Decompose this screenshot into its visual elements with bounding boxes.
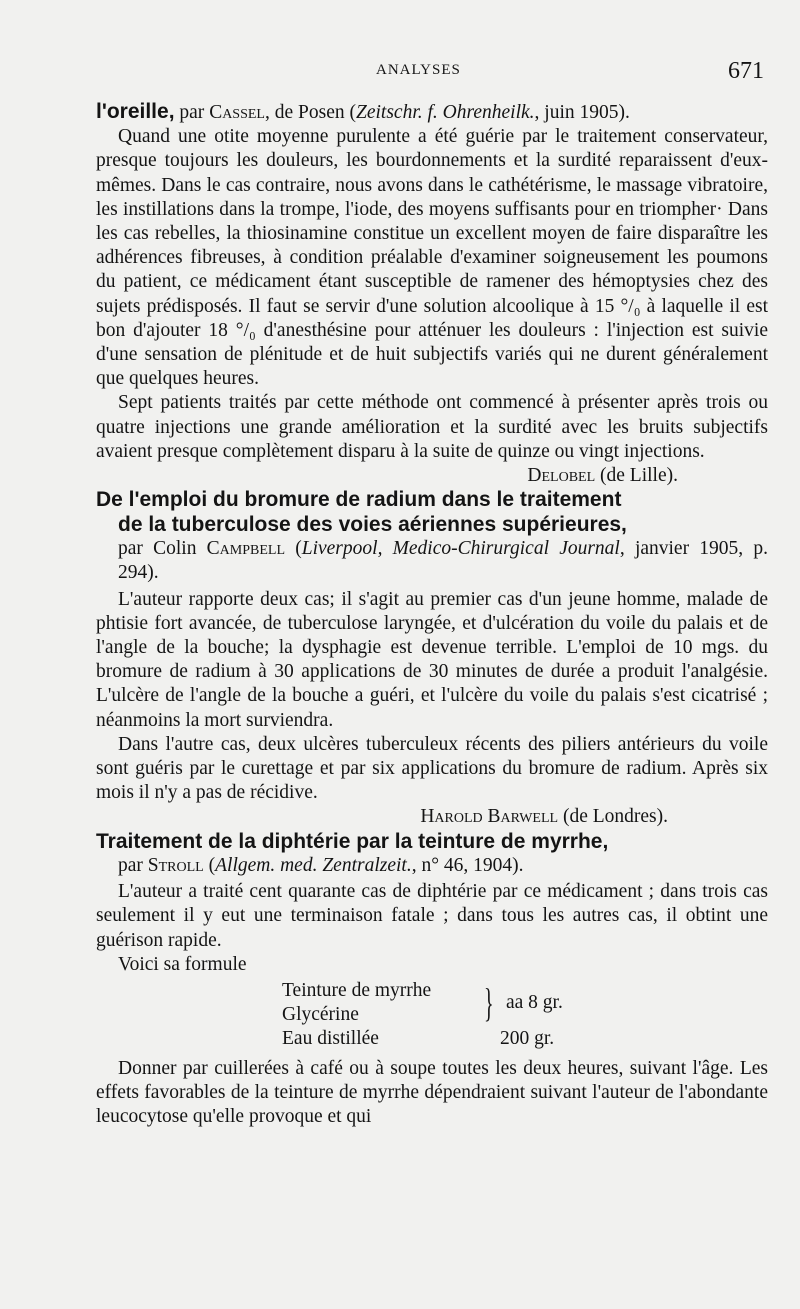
article1-signature (96, 464, 768, 488)
article1-signature-name: Delobel (527, 465, 596, 487)
article2-byline-open: ( (285, 538, 302, 560)
article1-signature-place: (de Lille). (595, 465, 678, 487)
article3-byline-pre: par (118, 854, 148, 876)
article2-paragraph-2: Dans l'autre cas, deux ulcères tuberculeux récents des piliers antérieurs du voile sont guéris par le curettage et par six applications du bromure de radium. Après six mois il n'y a pas de récidive. (96, 733, 768, 804)
article1-author: Cassel (209, 102, 265, 123)
article1-title (96, 100, 768, 125)
article2-byline-post: , janvier 1905, p. 294). (118, 538, 769, 584)
article3-byline-open: ( (203, 854, 216, 876)
formula-ingredient-3: Eau distillée (282, 1027, 379, 1049)
article3-title: Traitement de la diphtérie par la teinture de myrrhe, (96, 829, 609, 853)
article3-byline (96, 854, 768, 878)
formula-block (96, 979, 768, 1057)
formula-ingredient-1: Teinture de myrrhe (282, 979, 432, 1001)
article2-journal: Liverpool, Medico-Chirurgical Journal (301, 538, 620, 560)
article1-paragraph-1: Quand une otite moyenne purulente a été guérie par le traitement conservateur, presque toujours les douleurs, les bourdonnements et la surdité reparaissent d'eux-mêmes. Dans le cas contraire, nous avons dans le cathétérisme, le massage vibratoire, les instillations dans la trompe, l'iode, des moyens suffisants pour en triompher· Dans les cas rebelles, la thiosinamine constitue un excellent moyen de faire disparaître les adhérences fibreuses, à condition préalable d'examiner soigneusement les poumons du patient, ce médicament étant susceptible de ramener des hémoptysies chez des sujets prédisposés. Il faut se servir d'une solution alcoolique à 15 °/₀ à laquelle il est bon d'ajouter 18 °/₀ d'anesthésine pour atténuer les douleurs : l'injection est suivie d'une sensation de plénitude et de huit subjectifs variés qui ne durent généralement que quelques heures. (96, 126, 768, 390)
article2-title-line1: De l'emploi du bromure de radium dans le traitement (96, 488, 622, 512)
article3-paragraph-2: Donner par cuillerées à café ou à soupe toutes les deux heures, suivant l'âge. Les effets favorables de la teinture de myrrhe dépendraient suivant l'auteur de l'abondante leucocytose qu'elle provoque et qui (96, 1057, 768, 1128)
formula-quantity-shared: aa 8 gr. (506, 991, 563, 1013)
article3-formula-intro: Voici sa formule (118, 953, 247, 975)
page-number: 671 (728, 58, 764, 84)
article1-paragraph-2: Sept patients traités par cette méthode ont commencé à présenter après trois ou quatre injections une grande amélioration et la surdité avec les bruits subjectifs avaient presque complètement disparu à la suite de quinze ou vingt injections. (96, 392, 768, 462)
running-head (96, 58, 768, 100)
article3-paragraph-1: L'auteur a traité cent quarante cas de diphtérie par ce médicament ; dans trois cas seulement il y eut une terminaison fatale ; dans tous les autres cas, il obtint une guérison rapide. (96, 881, 768, 951)
article2-title-line2: de la tuberculose des voies aériennes supérieures, (118, 512, 627, 536)
article2-author: Campbell (206, 538, 286, 560)
article2-signature (96, 805, 768, 829)
article3-author: Stroll (147, 854, 204, 876)
formula-brace: } (484, 979, 494, 1025)
article2-byline-pre: par Colin (118, 538, 207, 560)
article2-signature-name: Harold Barwell (420, 806, 559, 828)
article2-title (96, 488, 768, 537)
article2-byline (96, 537, 768, 585)
article1-journal: Zeitschr. f. Ohrenheilk. (355, 102, 535, 123)
article1-title-rest-3: , juin 1905). (534, 102, 630, 123)
running-title: ANALYSES (376, 62, 461, 78)
article3-journal: Allgem. med. Zentralzeit. (215, 854, 412, 876)
formula-ingredient-2: Glycérine (282, 1003, 359, 1025)
article3-byline-post: , n° 46, 1904). (411, 854, 524, 876)
article2-signature-place: (de Londres). (558, 806, 668, 828)
article1-title-bold: l'oreille, (96, 100, 175, 123)
formula-quantity-3: 200 gr. (500, 1027, 555, 1049)
article1-title-rest-2: , de Posen ( (264, 102, 356, 123)
article2-paragraph-1: L'auteur rapporte deux cas; il s'agit au premier cas d'un jeune homme, malade de phtisie fort avancée, de tuberculose laryngée, et d'ulcération du voile du palais et de l'angle de la bouche; la dysphagie est devenue terrible. L'emploi de 10 mgs. du bromure de radium à 30 applications de 30 minutes de durée a produit l'analgésie. L'ulcère de l'angle de la bouche a guéri, et l'ulcère du voile du palais s'est cicatrisé ; néanmoins la mort surviendra. (96, 588, 768, 731)
article1-title-rest-1: par (174, 102, 210, 123)
